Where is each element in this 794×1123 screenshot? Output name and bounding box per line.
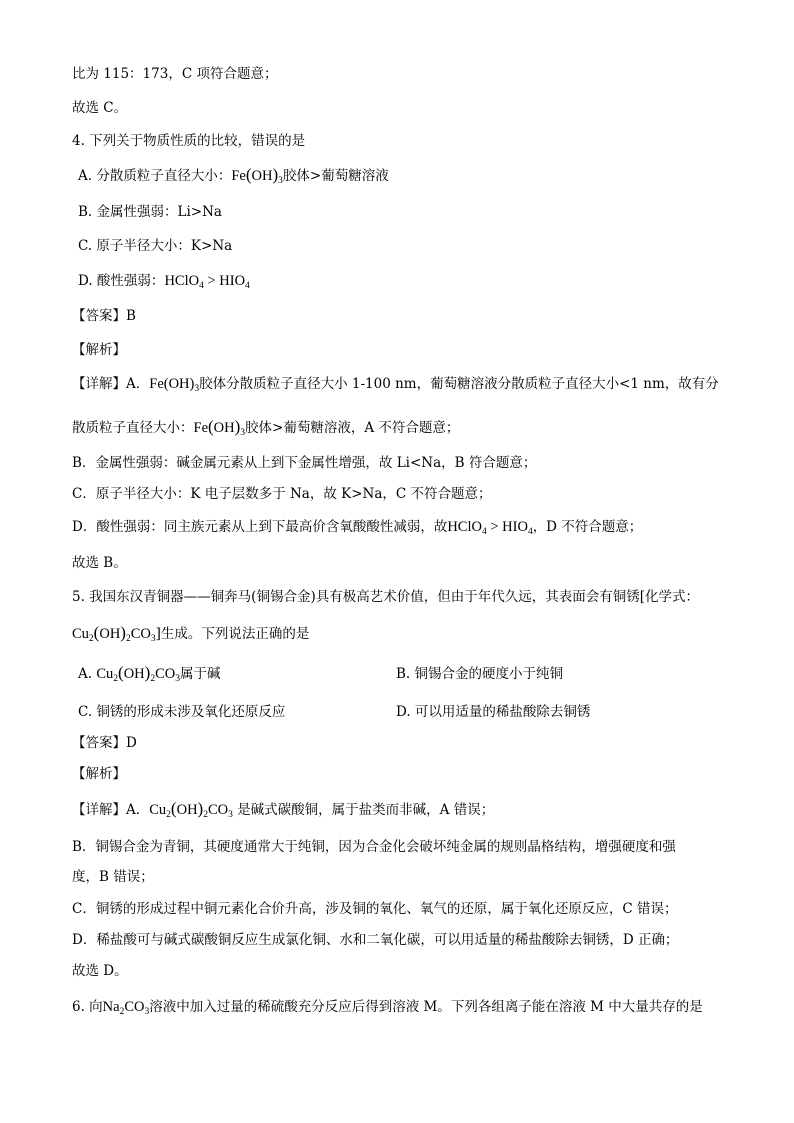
prev-conclusion: 故选 C。 (72, 100, 128, 116)
q4-detail-d: D．酸性强弱：同主族元素从上到下最高价含氧酸酸性减弱，故HClO$_4$ > $HIO_4$，D 不符合题意； (72, 519, 643, 537)
q4-conclusion: 故选 B。 (72, 555, 127, 571)
q5-detail-c: C．铜锈的形成过程中铜元素化合价升高，涉及铜的氧化、氧气的还原，属于氧化还原反应，C 错误； (72, 901, 678, 917)
q4-detail-c: C．原子半径大小：K 电子层数多于 Na，故 K>Na，C 不符合题意； (72, 486, 492, 502)
q4-option-c: C. 原子半径大小：K>Na (78, 238, 233, 254)
q5-detail-b-line2: 度，B 错误； (72, 869, 154, 885)
q4-option-a: A. 分散质粒子直径大小：$Fe(OH)_3$胶体>葡萄糖溶液 (78, 165, 389, 186)
q4-analysis-label: 【解析】 (72, 342, 126, 358)
q5-stem-line2: $Cu_2(OH)_2CO_3$]生成。下列说法正确的是 (72, 623, 310, 644)
q5-stem-line1: 5. 我国东汉青铜器——铜奔马(铜锡合金)具有极高艺术价值，但由于年代久远，其表面会有铜锈[化学式： (72, 589, 699, 605)
q4-answer: 【答案】B (72, 308, 136, 324)
q5-conclusion: 故选 D。 (72, 963, 128, 979)
q5-option-a: A. $Cu_2(OH)_2CO_3$属于碱 (78, 663, 221, 684)
q6-stem: 6. 向$Na_2CO_3$溶液中加入过量的稀硫酸充分反应后得到溶液 M。下列各组离子能在溶液 M 中大量共存的是 (72, 999, 703, 1017)
q5-detail-d: D．稀盐酸可与碱式碳酸铜反应生成氯化铜、水和二氧化碳，可以用适量的稀盐酸除去铜锈，D 正确； (72, 932, 679, 948)
q5-detail-b-line1: B．铜锡合金为青铜，其硬度通常大于纯铜，因为合金化会破坏纯金属的规则晶格结构，增强硬度和强 (72, 839, 676, 855)
q5-option-b: B. 铜锡合金的硬度小于纯铜 (396, 666, 564, 682)
q5-answer: 【答案】D (72, 735, 137, 751)
q4-detail-a-line1: 【详解】A．$Fe(OH)_3$胶体分散质粒子直径大小 1-100 nm，葡萄糖溶液分散质粒子直径大小<1 nm，故有分 (72, 376, 719, 394)
prev-explanation-line: 比为 115：173，C 项符合题意； (72, 66, 278, 82)
q5-analysis-label: 【解析】 (72, 766, 126, 782)
q5-option-d: D. 可以用适量的稀盐酸除去铜锈 (396, 704, 591, 720)
q5-detail-a: 【详解】A．$Cu_2(OH)_2CO_3$ 是碱式碳酸铜，属于盐类而非碱，A 错误； (72, 799, 495, 820)
q4-detail-a-line2: 散质粒子直径大小：$Fe(OH)_3$胶体>葡萄糖溶液，A 不符合题意； (72, 417, 460, 438)
q4-detail-b: B．金属性强弱：碱金属元素从上到下金属性增强，故 Li<Na，B 符合题意； (72, 455, 537, 471)
q4-option-b: B. 金属性强弱：Li>Na (78, 204, 222, 220)
q4-stem: 4. 下列关于物质性质的比较，错误的是 (72, 133, 306, 149)
q4-option-d: D. 酸性强弱：HClO$_4$ > $HIO_4$ (78, 273, 250, 291)
q5-option-c: C. 铜锈的形成未涉及氧化还原反应 (78, 704, 286, 720)
